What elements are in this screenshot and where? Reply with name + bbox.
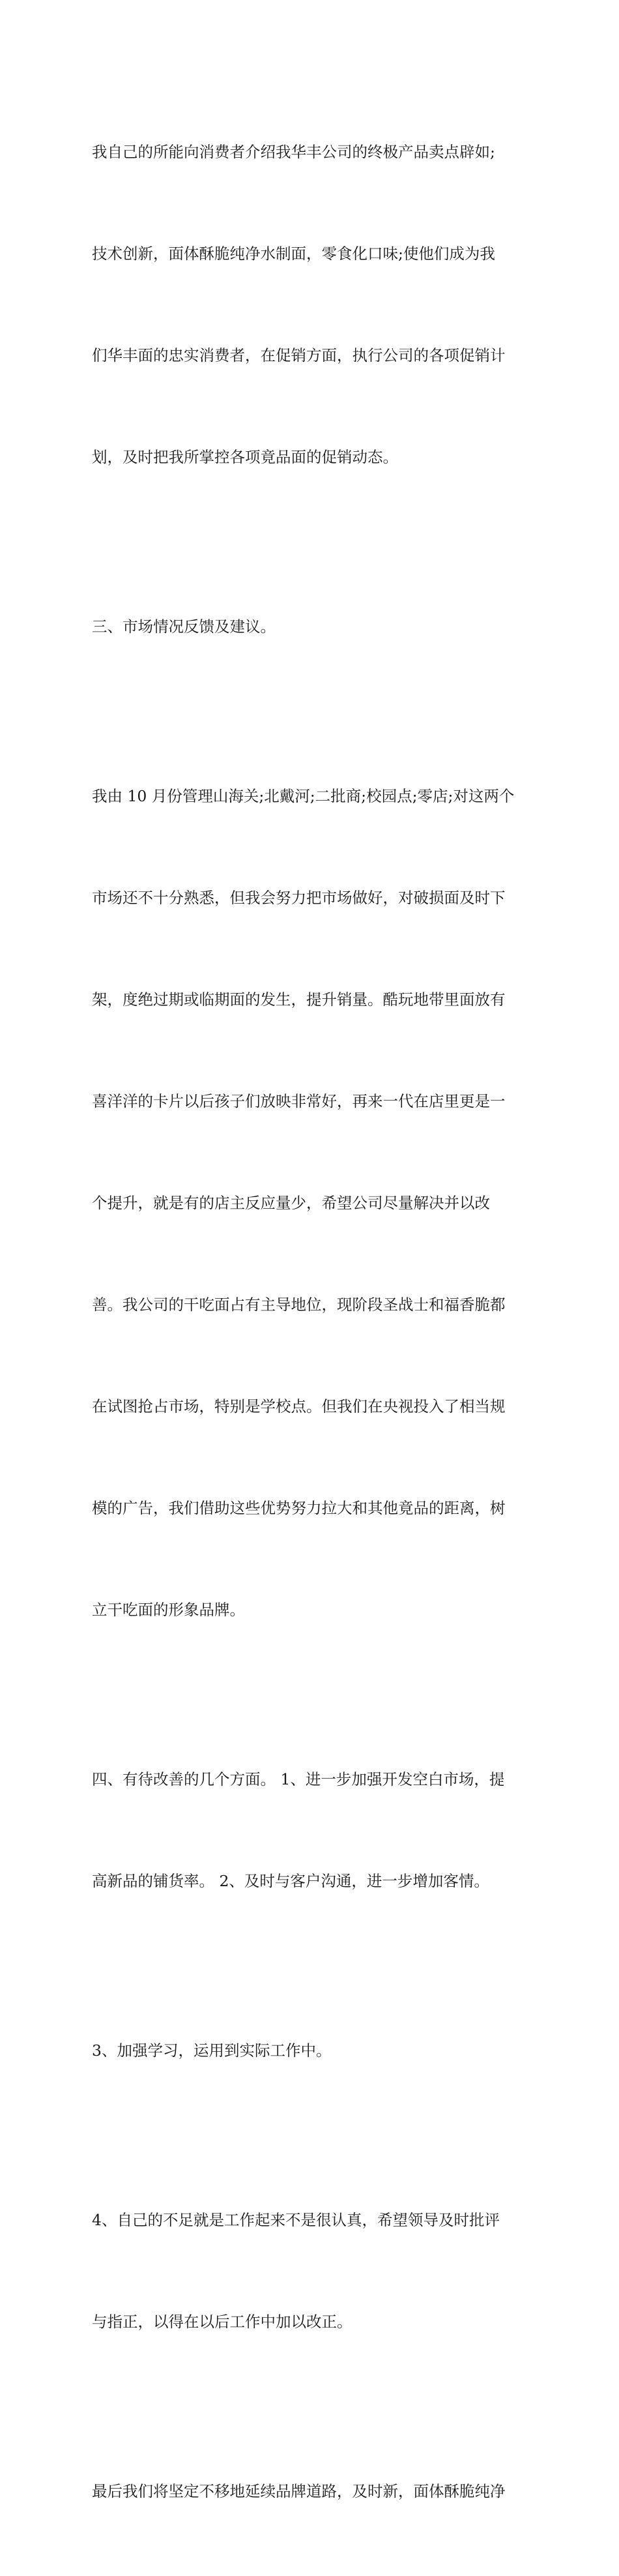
text-line: 技术创新，面体酥脆纯净水制面，零食化口味;使他们成为我 [92, 244, 495, 263]
text-line: 们华丰面的忠实消费者，在促销方面，执行公司的各项促销计 [92, 346, 506, 364]
text-line: 个提升，就是有的店主反应量少，希望公司尽量解决并以改 [92, 1194, 490, 1212]
text-line: 在试图抢占市场，特别是学校点。但我们在央视投入了相当规 [92, 1397, 506, 1415]
list-item-4 [92, 2135, 535, 2406]
list-item-3 [92, 1966, 535, 2135]
text-line: 立干吃面的形象品牌。 [92, 1601, 245, 1619]
text-line: 高新品的铺货率。 2、及时与客户沟通，进一步增加客情。 [92, 1872, 489, 1890]
text-line: 四、有待改善的几个方面。 1、进一步加强开发空白市场，提 [92, 1770, 505, 1788]
text-line: 与指正，以得在以后工作中加以改正。 [92, 2313, 353, 2331]
text-line: 三、市场情况反馈及建议。 [92, 617, 276, 636]
paragraph-conclusion [92, 2406, 535, 2576]
text-line: 架，度绝过期或临期面的发生，提升销量。酷玩地带里面放有 [92, 990, 506, 1009]
text-line: 3、加强学习，运用到实际工作中。 [92, 2041, 332, 2060]
text-line: 市场还不十分熟悉，但我会努力把市场做好，对破损面及时下 [92, 889, 506, 907]
text-line: 划，及时把我所掌控各项竟品面的促销动态。 [92, 448, 398, 466]
paragraph-market-situation [92, 711, 535, 1695]
section-heading-improvements [92, 1695, 535, 1966]
paragraph-product-promotion [92, 67, 535, 542]
text-line: 善。我公司的干吃面占有主导地位，现阶段圣战士和福香脆都 [92, 1295, 506, 1314]
section-heading-market-feedback [92, 542, 535, 711]
text-line: 我自己的所能向消费者介绍我华丰公司的终极产品卖点辟如; [92, 143, 495, 161]
text-line: 喜洋洋的卡片以后孩子们放映非常好，再来一代在店里更是一 [92, 1092, 506, 1110]
document-body [92, 67, 535, 2576]
text-line: 最后我们将坚定不移地延续品牌道路，及时新，面体酥脆纯净 [92, 2482, 506, 2500]
text-line: 模的广告，我们借助这些优势努力拉大和其他竟品的距离，树 [92, 1499, 506, 1517]
text-line: 4、自己的不足就是工作起来不是很认真，希望领导及时批评 [92, 2211, 500, 2229]
text-line: 我由 10 月份管理山海关;北戴河;二批商;校园点;零店;对这两个 [92, 787, 515, 805]
